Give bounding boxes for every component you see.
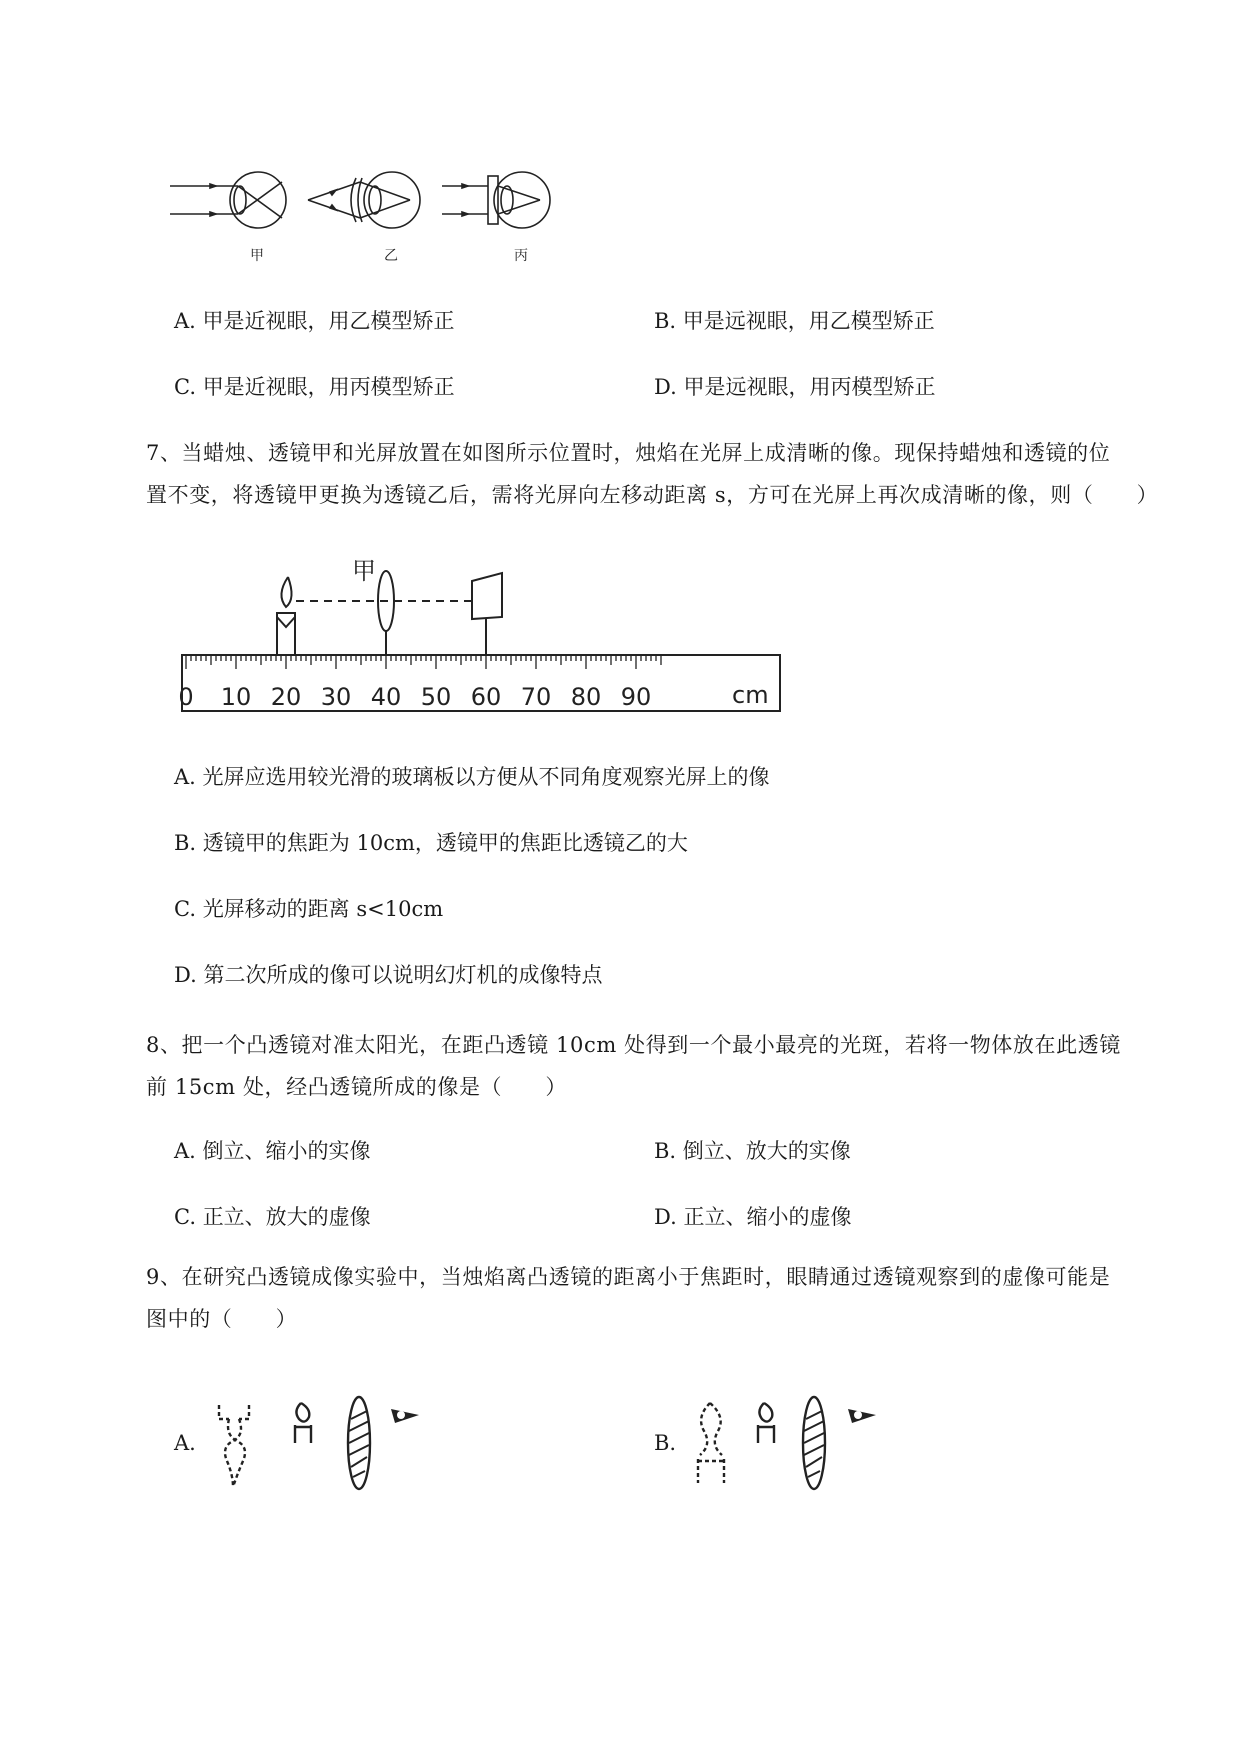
q7-option-d (174, 960, 602, 990)
convex-lens (803, 1397, 825, 1489)
eye-label-bing: 丙 (514, 248, 528, 264)
ruler-number: 80 (570, 683, 602, 711)
optical-bench-figure (180, 555, 785, 715)
option-text: 光屏应选用较光滑的玻璃板以方便从不同角度观察光屏上的像 (202, 765, 770, 789)
q7-stem-line2: 置不变，将透镜甲更换为透镜乙后，需将光屏向左移动距离 s，方可在光屏上再次成清晰的像，则（ ） (146, 483, 1159, 507)
option-letter: A. (174, 765, 196, 789)
option-letter: A. (174, 1139, 196, 1163)
ruler-number: 70 (520, 683, 552, 711)
q6-option-a (174, 306, 455, 336)
option-text: 甲是远视眼，用乙模型矫正 (682, 309, 935, 333)
q9-option-a-letter: A. (174, 1431, 196, 1455)
q7-option-c (174, 894, 443, 924)
q7-stem-line1: 7、当蜡烛、透镜甲和光屏放置在如图所示位置时，烛焰在光屏上成清晰的像。现保持蜡烛和透镜的位 (146, 441, 1111, 465)
ruler-number: 20 (270, 683, 302, 711)
eye-icon (848, 1409, 876, 1423)
option-text: 甲是近视眼，用乙模型矫正 (202, 309, 455, 333)
eye-diagram-yi (308, 172, 420, 228)
eye-label-jia: 甲 (250, 248, 264, 264)
option-letter: B. (174, 831, 197, 855)
option-letter: D. (654, 1205, 677, 1229)
ruler-number: 0 (178, 683, 194, 711)
q9-option-b-figure (690, 1395, 910, 1495)
option-text: 甲是近视眼，用丙模型矫正 (202, 375, 455, 399)
option-letter: C. (174, 897, 196, 921)
ruler-number: 50 (420, 683, 452, 711)
q9-option-b-letter: B. (654, 1431, 677, 1455)
option-letter: D. (654, 375, 677, 399)
eye-icon (391, 1409, 419, 1423)
option-text: 第二次所成的像可以说明幻灯机的成像特点 (203, 963, 603, 987)
virtual-image-upright (698, 1403, 724, 1483)
option-text: 倒立、放大的实像 (682, 1139, 851, 1163)
option-text: 甲是远视眼，用丙模型矫正 (683, 375, 936, 399)
q6-option-c (174, 372, 455, 402)
q8-option-d (654, 1202, 851, 1232)
q6-option-b (654, 306, 935, 336)
option-letter: B. (654, 1139, 677, 1163)
q8-option-b (654, 1136, 851, 1166)
option-text: 正立、放大的虚像 (202, 1205, 371, 1229)
option-letter: A. (174, 309, 196, 333)
candle-flame (281, 577, 291, 607)
candle-object (295, 1403, 311, 1443)
option-letter: C. (174, 1205, 196, 1229)
ruler-number: 30 (320, 683, 352, 711)
option-letter: B. (654, 309, 677, 333)
q8-option-c (174, 1202, 371, 1232)
q6-option-d (654, 372, 935, 402)
q9-stem-line1: 9、在研究凸透镜成像实验中，当烛焰离凸透镜的距离小于焦距时，眼睛通过透镜观察到的虚像可能是 (146, 1265, 1111, 1289)
ruler-number: 60 (470, 683, 502, 711)
q9-stem-line2: 图中的（ ） (146, 1307, 298, 1331)
ruler-number: 90 (620, 683, 652, 711)
eye-diagrams-figure (170, 160, 570, 270)
candle-object (758, 1403, 774, 1443)
q8-stem-line1: 8、把一个凸透镜对准太阳光，在距凸透镜 10cm 处得到一个最小最亮的光斑，若将一物体放在此透镜 (146, 1033, 1121, 1057)
lens-label: 甲 (352, 557, 376, 585)
eye-diagram-jia (170, 172, 286, 228)
convex-lens (348, 1397, 370, 1489)
q8-stem-line2: 前 15cm 处，经凸透镜所成的像是（ ） (146, 1075, 567, 1099)
ruler-number: 40 (370, 683, 402, 711)
option-text: 正立、缩小的虚像 (683, 1205, 852, 1229)
q7-option-a (174, 762, 770, 792)
option-letter: D. (174, 963, 197, 987)
light-screen (472, 573, 502, 619)
option-text: 光屏移动的距离 s<10cm (202, 897, 444, 921)
eye-label-yi: 乙 (384, 248, 398, 264)
candle-wax (277, 617, 295, 627)
option-letter: C. (174, 375, 196, 399)
q8-option-a (174, 1136, 371, 1166)
ruler-unit-label: cm (732, 681, 769, 709)
option-text: 透镜甲的焦距为 10cm，透镜甲的焦距比透镜乙的大 (202, 831, 688, 855)
virtual-image-inverted (219, 1405, 249, 1487)
q7-option-b (174, 828, 688, 858)
ruler-number: 10 (220, 683, 252, 711)
option-text: 倒立、缩小的实像 (202, 1139, 371, 1163)
q9-option-a-figure (215, 1395, 435, 1495)
eye-diagram-bing (442, 172, 550, 228)
